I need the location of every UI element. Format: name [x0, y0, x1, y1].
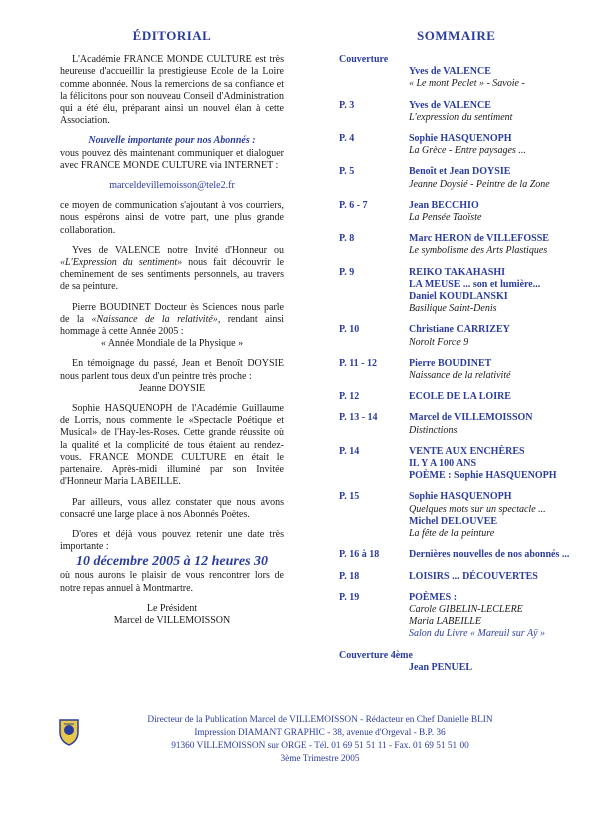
toc-entry [339, 233, 589, 257]
table-of-contents [339, 54, 589, 674]
toc-title: Carole GIBELIN-LECLERE [409, 603, 523, 615]
toc-page-number: P. 15 [339, 491, 360, 503]
signature-name: Marcel de VILLEMOISSON [113, 614, 231, 626]
toc-page-number: P. 11 - 12 [339, 357, 377, 369]
toc-entry [339, 100, 589, 124]
toc-author: Marc HERON de VILLEFOSSE [409, 233, 549, 245]
toc-author: Yves de VALENCE [409, 66, 491, 78]
toc-entry [339, 200, 589, 224]
crest-logo-icon [56, 716, 82, 746]
editorial-paragraph: Sophie HASQUENOPH de l'Académie Guillaume de Lorris, nous commente le «Spectacle Poétique et Musical» de l'Hay-les-Roses. Cette grande réussite où la qualité et la complicité de tous étaient au rendez-vous. FRANCE MONDE CULTURE en était le partenaire. Après-midi illuminé par son Invitée d'Honneur Maria LABEILLE. [60, 403, 284, 488]
event-date: 10 décembre 2005 à 12 heures 30 [75, 554, 269, 570]
toc-author: Christiane CARRIZEY [409, 324, 510, 336]
toc-author: Jean PENUEL [409, 661, 473, 673]
toc-title: « Le mont Peclet » - Savoie - [409, 78, 525, 90]
toc-title: La fête de la peinture [409, 528, 495, 540]
toc-title: L'expression du sentiment [409, 111, 513, 123]
toc-entry [339, 358, 589, 382]
toc-page-number: P. 16 à 18 [339, 549, 380, 561]
toc-page-number: P. 10 [339, 324, 360, 336]
toc-author: REIKO TAKAHASHI [409, 266, 506, 278]
editorial-heading: ÉDITORIAL [132, 28, 212, 43]
toc-page-number: P. 12 [339, 391, 360, 403]
toc-page-number: P. 14 [339, 445, 360, 457]
toc-page-number: P. 8 [339, 233, 355, 245]
toc-page-number: P. 13 - 14 [339, 412, 378, 424]
toc-entry [339, 650, 589, 674]
editorial-paragraph: Par ailleurs, vous allez constater que nous avons consacré une large place à nos Abonnés Poètes. [60, 496, 284, 520]
toc-page-number: P. 18 [339, 570, 360, 582]
footer-line: Impression DIAMANT GRAPHIC - 38, avenue d'Orgeval - B.P. 36 [194, 728, 446, 738]
editorial-paragraph: En témoignage du passé, Jean et Benoît DOYSIE nous parlent tous deux d'un peintre très proche : [60, 358, 284, 382]
toc-title: Salon du Livre « Mareuil sur Aÿ » [409, 628, 546, 640]
toc-entry [339, 571, 589, 583]
toc-page-number: P. 5 [339, 166, 355, 178]
toc-page-number: Couverture 4ème [339, 649, 413, 661]
toc-title: Maria LABEILLE [409, 616, 481, 628]
toc-author: Marcel de VILLEMOISSON [409, 412, 533, 424]
editorial-paragraph: ce moyen de communication s'ajoutant à vos courriers, nous espérons ainsi de votre part, une plus grande collaboration. [60, 200, 284, 236]
editorial-paragraph: D'ores et déjà vous pouvez retenir une date très importante : [60, 528, 284, 553]
toc-author: POÈME : Sophie HASQUENOPH [409, 470, 557, 482]
toc-author: Pierre BOUDINET [409, 357, 492, 369]
footer-line: 3ème Trimestre 2005 [280, 754, 360, 764]
toc-title: Basilique Saint-Denis [409, 303, 497, 315]
toc-title: La Grèce - Entre paysages ... [409, 145, 526, 157]
footer-line: 91360 VILLEMOISSON sur ORGE - Tél. 01 69 51 51 11 - Fax. 01 69 51 51 00 [171, 741, 469, 751]
toc-author: Michel DELOUVEE [409, 515, 498, 527]
footer-line: Directeur de la Publication Marcel de VILLEMOISSON - Rédacteur en Chef Danielle BLIN [147, 715, 493, 725]
toc-page-number: P. 6 - 7 [339, 199, 368, 211]
toc-author: VENTE AUX ENCHÈRES [409, 445, 525, 457]
toc-entry [339, 412, 589, 436]
toc-title: Quelques mots sur un spectacle ... [409, 503, 546, 515]
toc-author: POÈMES : [409, 591, 458, 603]
toc-author: LOISIRS ... DÉCOUVERTES [409, 570, 538, 582]
physics-year-label: « Année Mondiale de la Physique » [100, 338, 244, 350]
toc-author: Jean BECCHIO [409, 199, 479, 211]
toc-title: Jeanne Doysié - Peintre de la Zone [409, 178, 550, 190]
toc-author: Dernières nouvelles de nos abonnés ... [409, 549, 570, 561]
toc-entry [339, 446, 589, 483]
toc-entry [339, 166, 589, 190]
contact-email-link[interactable]: marceldevillemoisson@tele2.fr [109, 180, 235, 192]
toc-author: Yves de VALENCE [409, 99, 491, 111]
toc-title: Le symbolisme des Arts Plastiques [409, 245, 548, 257]
toc-title: Distinctions [409, 424, 458, 436]
publication-footer [80, 714, 560, 766]
toc-author: Benoît et Jean DOYSIE [409, 166, 511, 178]
toc-page-number: P. 3 [339, 99, 355, 111]
signature-role: Le Président [146, 602, 198, 614]
toc-entry [339, 267, 589, 316]
sommaire-column [339, 30, 589, 683]
editorial-column [60, 30, 284, 627]
toc-author: Sophie HASQUENOPH [409, 133, 512, 145]
editorial-paragraph: Yves de VALENCE notre Invité d'Honneur ou «L'Expression du sentiment» nous fait découvrir le cheminement de ses sentiments personnels, au travers de sa peinture. [60, 244, 285, 293]
toc-page-number: P. 9 [339, 266, 355, 278]
editorial-paragraph: où nous aurons le plaisir de vous rencontrer lors de notre repas annuel à Montmartre. [60, 570, 284, 594]
editorial-paragraph: vous pouvez dès maintenant communiquer et dialoguer avec FRANCE MONDE CULTURE via INTERNET : [60, 147, 284, 171]
toc-page-number: P. 4 [339, 133, 355, 145]
toc-entry [339, 592, 589, 641]
toc-title: Naissance de la relativité [409, 370, 511, 382]
toc-title: La Pensée Taoïste [409, 212, 482, 224]
editorial-paragraph: Pierre BOUDINET Docteur ès Sciences nous parle de la «Naissance de la relativité», rendant ainsi hommage à cette Année 2005 : [60, 301, 285, 338]
toc-title: Norolt Force 9 [409, 336, 469, 348]
toc-page-number: Couverture [339, 54, 389, 66]
sommaire-heading: SOMMAIRE [417, 28, 496, 43]
toc-entry [339, 491, 589, 540]
toc-page-number: P. 19 [339, 591, 360, 603]
toc-entry [339, 133, 589, 157]
toc-entry [339, 549, 589, 561]
toc-author: Daniel KOUDLANSKI [409, 291, 508, 303]
editorial-paragraph: L'Académie FRANCE MONDE CULTURE est très heureuse d'accueillir la prestigieuse Ecole de la Loire comme abonnée. Nous la remercions de sa confiance et la félicitons pour son nouveau Conseil d'Administration qui a été élu, préparant ainsi un nouvel élan à cette Association. [60, 54, 284, 127]
toc-entry [339, 391, 589, 403]
toc-entry [339, 324, 589, 348]
abonnes-news-title: Nouvelle importante pour nos Abonnés : [88, 135, 256, 147]
toc-author: Sophie HASQUENOPH [409, 491, 512, 503]
toc-entry [339, 54, 589, 90]
toc-author: IL Y A 100 ANS [409, 458, 477, 470]
toc-author: LA MEUSE ... son et lumière... [409, 278, 541, 290]
painter-name: Jeanne DOYSIE [138, 382, 206, 394]
toc-author: ECOLE DE LA LOIRE [409, 391, 511, 403]
